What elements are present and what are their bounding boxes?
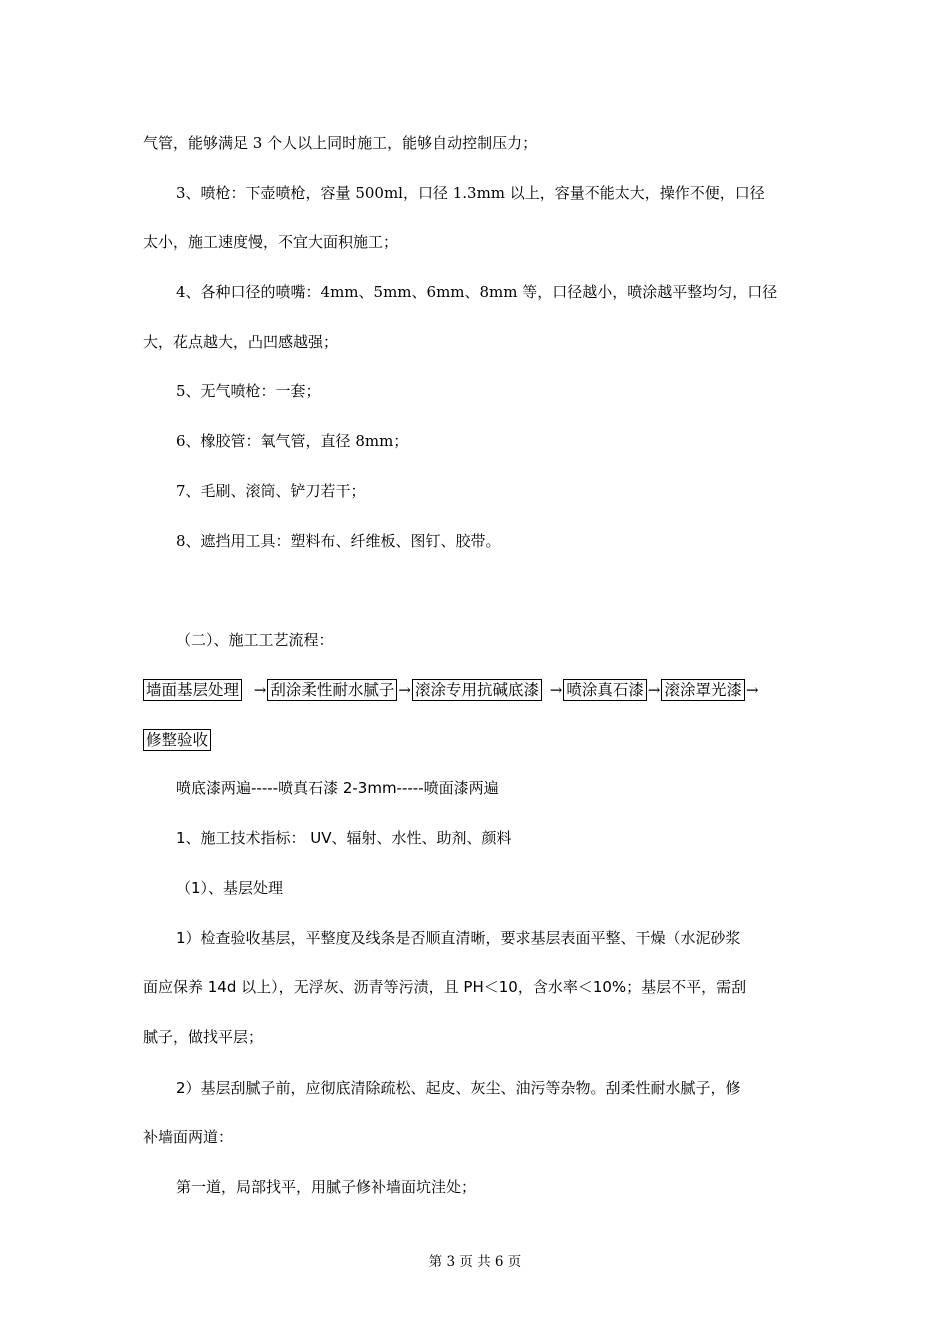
paragraph-line: 4、各种口径的喷嘴：4mm、5mm、6mm、8mm 等，口径越小，喷涂越平整均匀，口径 [176,283,778,301]
paragraph-line: 气管，能够满足 3 个人以上同时施工，能够自动控制压力； [143,134,538,152]
paragraph-line: 补墙面两道： [143,1128,234,1146]
paragraph-line: 3、喷枪：下壶喷枪，容量 500ml，口径 1.3mm 以上，容量不能太大，操作不便，口径 [176,184,765,202]
flow-step-putty: 刮涂柔性耐水腻子 [267,679,397,701]
arrow-icon: → [398,681,411,699]
paragraph-line: 面应保养 14d 以上），无浮灰、沥青等污渍，且 PH＜10，含水率＜10%；基层不平，需刮 [143,978,747,996]
flow-step-base-treatment: 墙面基层处理 [143,679,242,701]
paragraph-line: 2）基层刮腻子前，应彻底清除疏松、起皮、灰尘、油污等杂物。刮柔性耐水腻子，修 [176,1079,741,1097]
flow-step-stone-paint: 喷涂真石漆 [563,679,647,701]
arrow-icon: → [549,681,563,699]
arrow-icon: → [647,681,661,699]
paragraph-line: 太小，施工速度慢，不宜大面积施工； [143,233,399,251]
process-flow-row-2 [143,729,211,751]
page-footer: 第 3 页 共 6 页 [428,1254,522,1270]
arrow-icon: → [253,681,267,699]
arrow-icon: → [745,681,759,699]
process-flow-row-1 [143,679,760,701]
paragraph-line: 8、遮挡用工具：塑料布、纤维板、图钉、胶带。 [176,532,501,550]
flow-step-topcoat: 滚涂罩光漆 [661,679,745,701]
paragraph-line: 5、无气喷枪：一套； [176,382,321,400]
flow-step-inspection: 修整验收 [143,729,211,751]
section-title: （二）、施工工艺流程： [176,631,334,649]
paragraph-line: 第一道，局部找平，用腻子修补墙面坑洼处； [176,1178,477,1196]
paragraph-line: 腻子，做找平层； [143,1028,264,1046]
flow-step-primer: 滚涂专用抗碱底漆 [412,679,542,701]
paragraph-line: 6、橡胶管：氧气管，直径 8mm； [176,432,409,450]
spray-summary: 喷底漆两遍-----喷真石漆 2-3mm-----喷面漆两遍 [176,779,499,797]
paragraph-line: 1）检查验收基层，平整度及线条是否顺直清晰，要求基层表面平整、干燥（水泥砂浆 [176,929,741,947]
tech-indicators: 1、施工技术指标： UV、辐射、水性、助剂、颜料 [176,829,512,847]
paragraph-line: 大，花点越大，凸凹感越强； [143,333,339,351]
paragraph-line: 7、毛刷、滚筒、铲刀若干； [176,482,366,500]
subsection-title: （1）、基层处理 [176,879,284,897]
